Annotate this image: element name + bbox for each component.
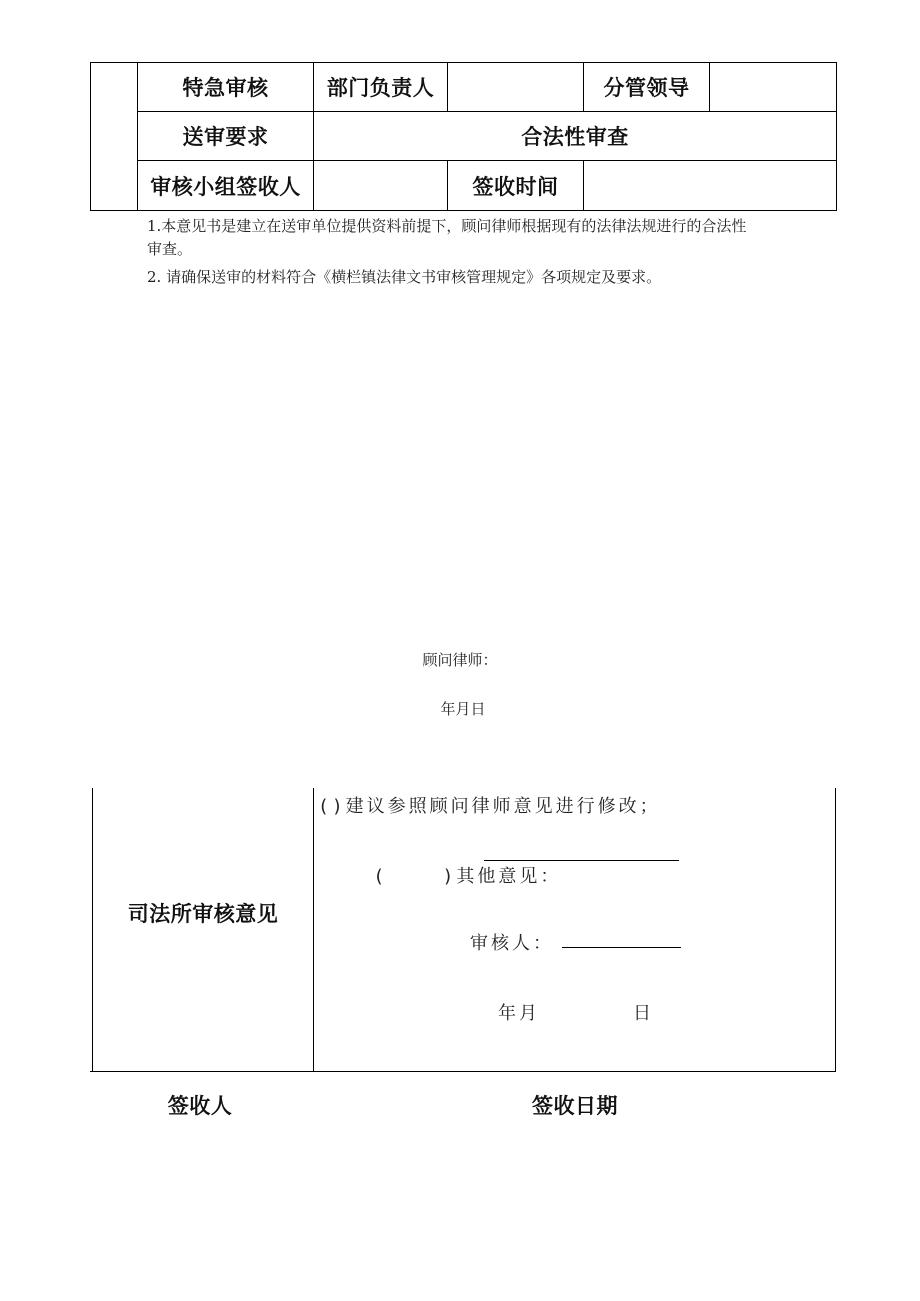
urgent-review-label: 特急审核 <box>182 76 269 100</box>
table-border-bottom <box>90 1071 836 1072</box>
lawyer-signature-date: 年月日 <box>440 700 486 718</box>
table-col-divider <box>313 788 314 1072</box>
table-border-left <box>90 62 91 211</box>
leader-label: 分管领导 <box>603 76 690 100</box>
leader-field[interactable] <box>710 63 836 111</box>
receive-time-label: 签收时间 <box>472 174 559 199</box>
requirement-label: 送审要求 <box>182 125 269 149</box>
receiver-label: 审核小组签收人 <box>150 174 301 199</box>
option-modify-text: ()建议参照顾问律师意见进行修改； <box>318 796 661 817</box>
note-2: 2. 请确保送审的材料符合《横栏镇法律文书审核管理规定》各项规定及要求。 <box>147 268 662 286</box>
receiver-field[interactable] <box>314 161 447 210</box>
option-other[interactable] <box>318 841 561 909</box>
review-date-day: 日 <box>633 1003 654 1024</box>
option-modify[interactable] <box>318 792 661 818</box>
note-1-line-1: 1.本意见书是建立在送审单位提供资料前提下，顾问律师根据现有的法律法规进行的合法性 <box>147 217 747 235</box>
dept-head-field[interactable] <box>448 63 583 111</box>
note-1-line-2: 审查。 <box>147 240 193 258</box>
option-other-label: ( )其他意见： <box>373 866 562 887</box>
review-date-year-month: 年月 <box>498 1003 540 1024</box>
judicial-review-label: 司法所审核意见 <box>127 902 279 926</box>
reviewer-blank[interactable] <box>562 947 681 948</box>
receive-time-field[interactable] <box>584 161 836 210</box>
table-border-right <box>835 788 836 1072</box>
lawyer-signature-label: 顾问律师： <box>422 651 498 669</box>
footer-receiver-label: 签收人 <box>167 1094 233 1118</box>
reviewer-label: 审核人： <box>470 933 554 954</box>
dept-head-label: 部门负责人 <box>326 76 435 100</box>
requirement-value: 合法性审查 <box>521 125 629 149</box>
footer-date-label: 签收日期 <box>532 1094 618 1118</box>
table-border-right <box>836 62 837 211</box>
table-border-bottom <box>90 210 837 211</box>
other-opinion-blank[interactable] <box>484 860 679 861</box>
